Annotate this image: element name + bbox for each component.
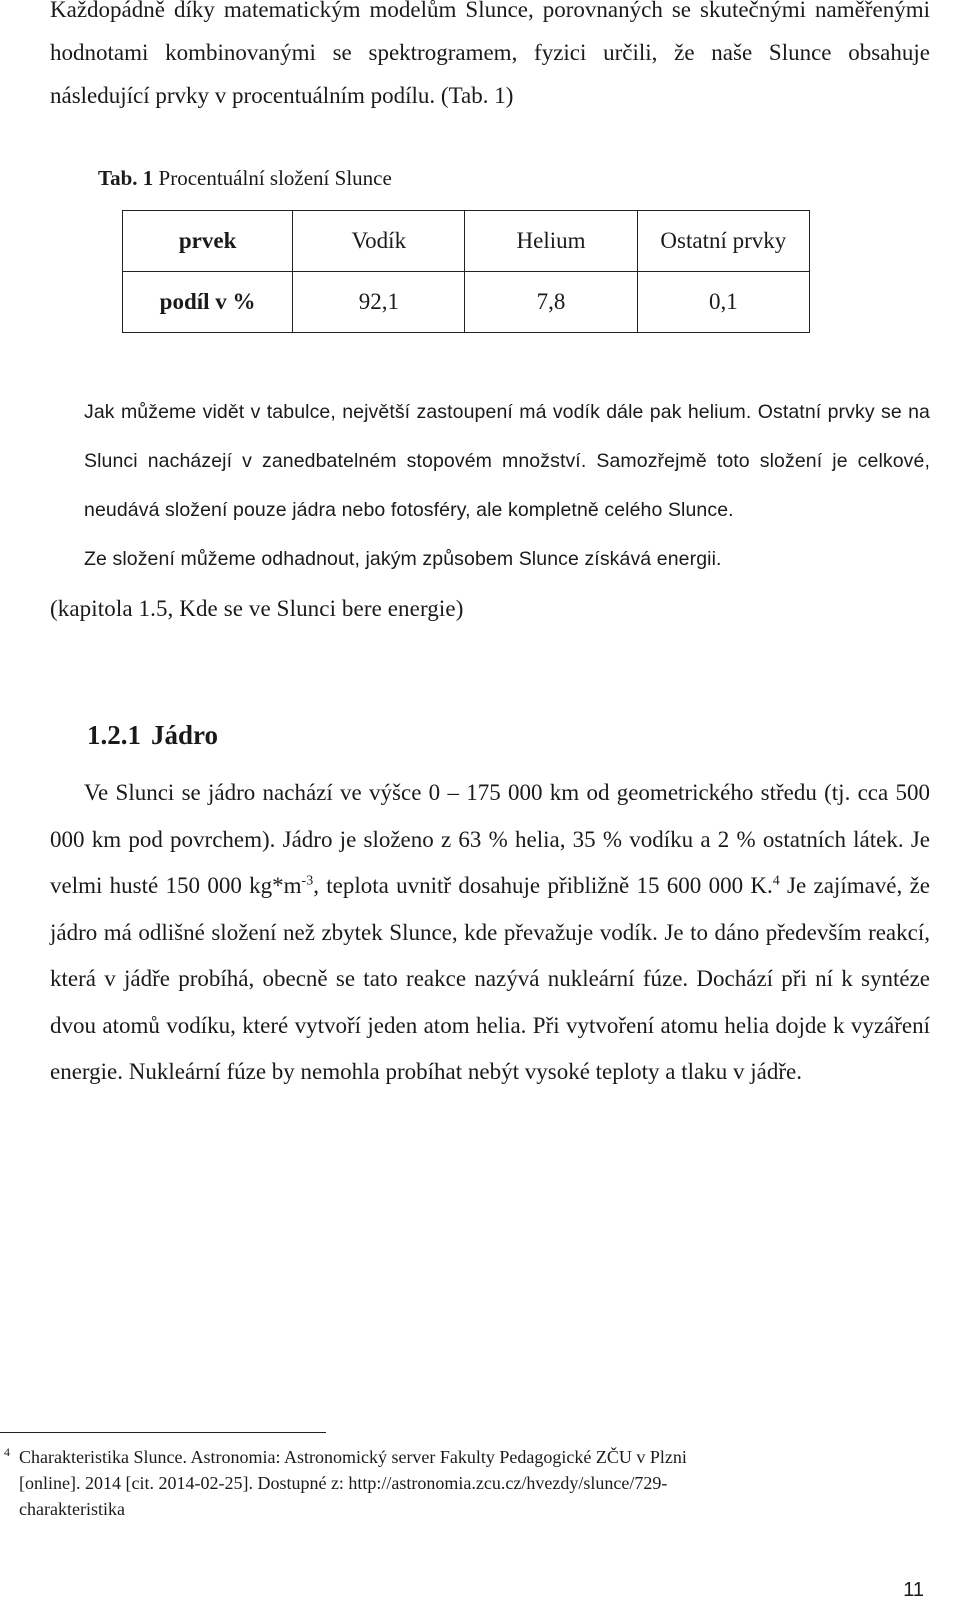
footnote-number: 4 [4, 1445, 10, 1459]
footnote [0, 1444, 900, 1522]
table-header-hydrogen: Vodík [293, 211, 465, 272]
table-cell-helium: 7,8 [465, 272, 637, 333]
core-text-part3: Je zajímavé, že jádro má odlišné složení než zbytek Slunce, kde převažuje vodík. Je to dáno především reakcí, která v jádře probíhá, obecně se tato reakce nazývá nukleární fúze. Dochází při ní k syntéze dvou atomů vodíku, které vytvoří jeden atom helia. Při vytvoření atomu helia dojde k vyzáření energie. Nukleární fúze by nemohla probíhat nebýt vysoké teploty a tlaku v jádře. [50, 873, 930, 1084]
core-paragraph [50, 770, 930, 1096]
table-cell-hydrogen: 92,1 [293, 272, 465, 333]
analysis-text: Jak můžeme vidět v tabulce, největší zastoupení má vodík dále pak helium. Ostatní prvky se na Slunci nacházejí v zanedbatelném stopovém množství. Samozřejmě toto složení je celkové, neudává složení pouze jádra nebo fotosféry, ale kompletně celého Slunce. [84, 401, 930, 521]
table-caption [98, 166, 392, 191]
core-text-part2: , teplota uvnitř dosahuje přibližně 15 600 000 K. [313, 873, 773, 898]
table-header-rowhead: prvek [123, 211, 293, 272]
page-number: 11 [903, 1579, 924, 1601]
composition-table [122, 210, 810, 333]
table-header-row [123, 211, 810, 272]
section-heading [87, 720, 218, 751]
table-header-other: Ostatní prvky [637, 211, 809, 272]
intro-paragraph: Každopádně díky matematickým modelům Slunce, porovnaných se skutečnými naměřenými hodnotami kombinovanými se spektrogramem, fyzici určili, že naše Slunce obsahuje následující prvky v procentuálním podílu. (Tab. 1) [50, 0, 930, 108]
footnote-line: Charakteristika Slunce. Astronomia: Astronomický server Fakulty Pedagogické ZČU v Plzni [19, 1447, 687, 1467]
analysis-paragraph [50, 388, 930, 633]
core-text-part1: Ve Slunci se jádro nachází ve výšce 0 – 175 000 km od geometrického středu (tj. cca 500 000 km pod povrchem). Jádro je složeno z 63 % helia, 35 % vodíku a 2 % ostatních látek. Je velmi husté 150 000 kg*m [50, 780, 930, 898]
footnote-ref: 4 [772, 873, 780, 889]
section-title: Jádro [151, 720, 219, 750]
energy-sentence: Ze složení můžeme odhadnout, jakým způsobem Slunce získává energii. [84, 548, 722, 570]
chapter-reference: (kapitola 1.5, Kde se ve Slunci bere energie) [50, 596, 464, 621]
table-cell-other: 0,1 [637, 272, 809, 333]
table-row [123, 272, 810, 333]
table-caption-text: Procentuální složení Slunce [158, 166, 392, 190]
exponent: -3 [301, 873, 314, 889]
table-header-helium: Helium [465, 211, 637, 272]
footnote-line: charakteristika [19, 1499, 125, 1519]
footnote-separator [0, 1432, 326, 1433]
section-number: 1.2.1 [87, 720, 141, 750]
table-row-head: podíl v % [123, 272, 293, 333]
table-caption-label: Tab. 1 [98, 166, 154, 190]
footnote-line: [online]. 2014 [cit. 2014-02-25]. Dostupné z: http://astronomia.zcu.cz/hvezdy/slunce/729- [19, 1473, 668, 1493]
